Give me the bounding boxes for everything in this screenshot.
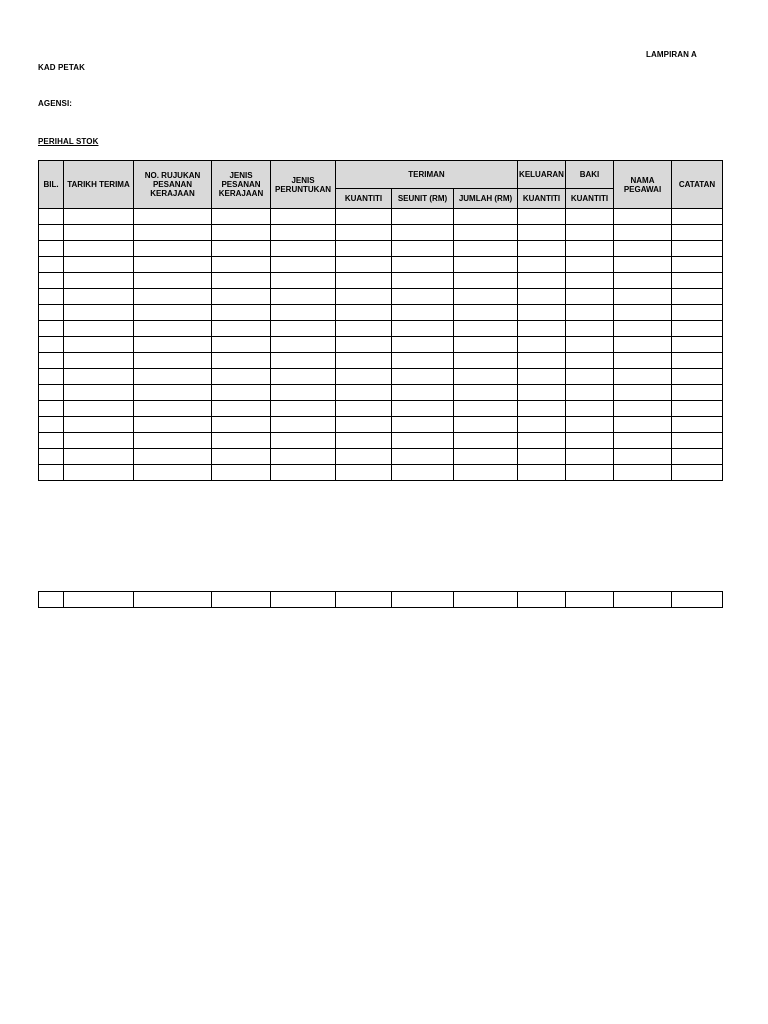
- table-row: [39, 289, 723, 305]
- table-row: [39, 257, 723, 273]
- table-cell: [566, 337, 614, 353]
- table-cell: [134, 385, 212, 401]
- table-cell: [64, 592, 134, 608]
- table-cell: [518, 321, 566, 337]
- table-cell: [392, 241, 454, 257]
- table-cell: [39, 385, 64, 401]
- table-cell: [134, 592, 212, 608]
- table-cell: [672, 401, 723, 417]
- table-cell: [64, 321, 134, 337]
- table-cell: [672, 337, 723, 353]
- lampiran-label: LAMPIRAN A: [646, 50, 697, 59]
- table-cell: [64, 417, 134, 433]
- table-cell: [271, 225, 336, 241]
- table-cell: [518, 449, 566, 465]
- table-cell: [212, 289, 271, 305]
- table-cell: [454, 337, 518, 353]
- table-cell: [39, 273, 64, 289]
- table-cell: [392, 433, 454, 449]
- table-cell: [392, 401, 454, 417]
- table-cell: [336, 465, 392, 481]
- table-cell: [454, 592, 518, 608]
- table-cell: [336, 289, 392, 305]
- table-row: [39, 273, 723, 289]
- table-cell: [212, 305, 271, 321]
- table-cell: [212, 465, 271, 481]
- table-cell: [454, 241, 518, 257]
- table-cell: [518, 289, 566, 305]
- table-cell: [454, 289, 518, 305]
- table-cell: [672, 289, 723, 305]
- table-cell: [566, 385, 614, 401]
- table-cell: [134, 449, 212, 465]
- table-cell: [39, 401, 64, 417]
- table-cell: [518, 401, 566, 417]
- table-cell: [566, 369, 614, 385]
- table-row: [39, 321, 723, 337]
- table-cell: [134, 321, 212, 337]
- table-cell: [614, 257, 672, 273]
- table-cell: [672, 433, 723, 449]
- table-cell: [271, 337, 336, 353]
- table-cell: [212, 241, 271, 257]
- table-cell: [39, 209, 64, 225]
- stock-card-rows: [39, 209, 723, 481]
- table-cell: [518, 353, 566, 369]
- table-cell: [518, 209, 566, 225]
- table-cell: [518, 433, 566, 449]
- table-cell: [271, 305, 336, 321]
- table-cell: [614, 433, 672, 449]
- header-terima-jumlah: JUMLAH (RM): [454, 189, 518, 209]
- table-cell: [64, 257, 134, 273]
- table-cell: [566, 305, 614, 321]
- table-cell: [134, 337, 212, 353]
- table-cell: [392, 337, 454, 353]
- table-cell: [212, 209, 271, 225]
- table-cell: [454, 369, 518, 385]
- table-cell: [39, 369, 64, 385]
- table-cell: [614, 417, 672, 433]
- table-cell: [39, 305, 64, 321]
- table-cell: [454, 465, 518, 481]
- table-cell: [614, 369, 672, 385]
- table-cell: [672, 592, 723, 608]
- table-cell: [518, 369, 566, 385]
- table-cell: [454, 257, 518, 273]
- table-cell: [64, 289, 134, 305]
- header-keluaran-kuantiti: KUANTITI: [518, 189, 566, 209]
- table-cell: [614, 305, 672, 321]
- perihal-stok-label: PERIHAL STOK: [38, 137, 99, 146]
- table-cell: [614, 592, 672, 608]
- table-row: [39, 417, 723, 433]
- table-cell: [336, 449, 392, 465]
- table-cell: [454, 353, 518, 369]
- table-cell: [271, 385, 336, 401]
- table-cell: [392, 209, 454, 225]
- table-cell: [212, 369, 271, 385]
- table-cell: [212, 592, 271, 608]
- header-catatan: CATATAN: [672, 161, 723, 209]
- table-cell: [39, 225, 64, 241]
- table-row: [39, 465, 723, 481]
- table-cell: [134, 241, 212, 257]
- table-cell: [518, 241, 566, 257]
- table-cell: [212, 385, 271, 401]
- table-cell: [518, 337, 566, 353]
- table-cell: [64, 305, 134, 321]
- header-jenis-pesanan: JENIS PESANAN KERAJAAN: [212, 161, 271, 209]
- table-row: [39, 592, 723, 608]
- table-row: [39, 369, 723, 385]
- table-cell: [672, 417, 723, 433]
- table-row: [39, 241, 723, 257]
- table-cell: [336, 273, 392, 289]
- table-cell: [454, 433, 518, 449]
- table-cell: [271, 449, 336, 465]
- stock-card-table: [38, 160, 723, 481]
- table-cell: [212, 337, 271, 353]
- table-cell: [614, 241, 672, 257]
- header-tarikh-terima: TARIKH TERIMA: [64, 161, 134, 209]
- table-cell: [518, 592, 566, 608]
- table-cell: [212, 225, 271, 241]
- table-cell: [566, 273, 614, 289]
- table-cell: [212, 257, 271, 273]
- table-cell: [134, 305, 212, 321]
- table-cell: [39, 449, 64, 465]
- table-cell: [212, 433, 271, 449]
- table-cell: [134, 257, 212, 273]
- table-cell: [672, 465, 723, 481]
- table-cell: [454, 321, 518, 337]
- table-cell: [566, 257, 614, 273]
- header-terima-kuantiti: KUANTITI: [336, 189, 392, 209]
- table-cell: [39, 417, 64, 433]
- agensi-label: AGENSI:: [38, 99, 73, 108]
- table-cell: [271, 241, 336, 257]
- table-cell: [614, 289, 672, 305]
- table-cell: [271, 417, 336, 433]
- table-cell: [64, 225, 134, 241]
- table-cell: [39, 353, 64, 369]
- table-cell: [672, 241, 723, 257]
- table-cell: [518, 417, 566, 433]
- table-row: [39, 449, 723, 465]
- table-cell: [271, 401, 336, 417]
- header-baki: BAKI: [566, 161, 614, 189]
- table-cell: [64, 401, 134, 417]
- table-cell: [271, 353, 336, 369]
- header-nama-pegawai: NAMA PEGAWAI: [614, 161, 672, 209]
- table-cell: [64, 353, 134, 369]
- table-cell: [64, 449, 134, 465]
- table-cell: [134, 273, 212, 289]
- table-cell: [336, 241, 392, 257]
- table-cell: [454, 401, 518, 417]
- table-cell: [271, 257, 336, 273]
- table-cell: [336, 353, 392, 369]
- table-cell: [336, 209, 392, 225]
- table-cell: [392, 417, 454, 433]
- table-cell: [672, 209, 723, 225]
- table-cell: [336, 321, 392, 337]
- table-cell: [134, 417, 212, 433]
- table-cell: [392, 385, 454, 401]
- table-cell: [672, 321, 723, 337]
- table-cell: [336, 369, 392, 385]
- table-cell: [614, 353, 672, 369]
- table-cell: [271, 433, 336, 449]
- table-cell: [271, 592, 336, 608]
- table-row: [39, 225, 723, 241]
- table-cell: [672, 273, 723, 289]
- table-row: [39, 433, 723, 449]
- table-cell: [672, 385, 723, 401]
- table-cell: [614, 465, 672, 481]
- table-cell: [614, 449, 672, 465]
- table-cell: [566, 401, 614, 417]
- table-cell: [336, 433, 392, 449]
- table-cell: [672, 305, 723, 321]
- table-cell: [454, 305, 518, 321]
- table-cell: [64, 241, 134, 257]
- table-row: [39, 353, 723, 369]
- table-cell: [518, 305, 566, 321]
- table-cell: [672, 369, 723, 385]
- header-no-rujukan: NO. RUJUKAN PESANAN KERAJAAN: [134, 161, 212, 209]
- table-cell: [271, 321, 336, 337]
- table-cell: [134, 369, 212, 385]
- table-cell: [64, 337, 134, 353]
- header-jenis-peruntukan: JENIS PERUNTUKAN: [271, 161, 336, 209]
- table-cell: [392, 225, 454, 241]
- table-cell: [64, 209, 134, 225]
- table-cell: [336, 337, 392, 353]
- table-cell: [672, 353, 723, 369]
- extra-stock-table: [38, 591, 723, 608]
- table-cell: [271, 465, 336, 481]
- table-cell: [64, 433, 134, 449]
- table-cell: [454, 449, 518, 465]
- table-cell: [271, 369, 336, 385]
- table-cell: [614, 321, 672, 337]
- extra-stock-rows: [39, 592, 723, 608]
- table-cell: [392, 449, 454, 465]
- table-cell: [39, 257, 64, 273]
- table-cell: [454, 385, 518, 401]
- table-row: [39, 209, 723, 225]
- table-cell: [392, 592, 454, 608]
- table-row: [39, 337, 723, 353]
- table-cell: [454, 417, 518, 433]
- header-keluaran: KELUARAN: [518, 161, 566, 189]
- table-cell: [64, 273, 134, 289]
- kad-petak-title: KAD PETAK: [38, 63, 85, 72]
- table-cell: [336, 417, 392, 433]
- table-cell: [566, 353, 614, 369]
- table-cell: [566, 321, 614, 337]
- table-cell: [336, 385, 392, 401]
- header-terima: TERIMAN: [336, 161, 518, 189]
- table-cell: [39, 592, 64, 608]
- table-cell: [566, 209, 614, 225]
- table-cell: [336, 592, 392, 608]
- table-cell: [212, 321, 271, 337]
- table-cell: [518, 257, 566, 273]
- table-cell: [392, 273, 454, 289]
- table-cell: [392, 257, 454, 273]
- table-cell: [566, 465, 614, 481]
- table-cell: [614, 209, 672, 225]
- table-cell: [39, 241, 64, 257]
- table-cell: [271, 289, 336, 305]
- table-cell: [39, 321, 64, 337]
- table-cell: [336, 401, 392, 417]
- table-cell: [454, 225, 518, 241]
- table-cell: [212, 449, 271, 465]
- table-row: [39, 305, 723, 321]
- table-cell: [672, 225, 723, 241]
- table-cell: [392, 369, 454, 385]
- header-bil: BIL.: [39, 161, 64, 209]
- table-cell: [39, 465, 64, 481]
- table-cell: [518, 385, 566, 401]
- table-row: [39, 401, 723, 417]
- table-cell: [392, 305, 454, 321]
- table-row: [39, 385, 723, 401]
- table-cell: [392, 465, 454, 481]
- table-cell: [614, 225, 672, 241]
- table-cell: [336, 305, 392, 321]
- table-cell: [212, 273, 271, 289]
- table-cell: [518, 465, 566, 481]
- table-cell: [566, 289, 614, 305]
- table-cell: [566, 241, 614, 257]
- table-cell: [64, 465, 134, 481]
- table-cell: [64, 385, 134, 401]
- table-cell: [672, 449, 723, 465]
- table-cell: [134, 289, 212, 305]
- header-terima-seunit: SEUNIT (RM): [392, 189, 454, 209]
- table-cell: [134, 401, 212, 417]
- table-cell: [518, 225, 566, 241]
- table-cell: [64, 369, 134, 385]
- table-cell: [614, 385, 672, 401]
- table-cell: [212, 401, 271, 417]
- table-cell: [39, 289, 64, 305]
- table-cell: [518, 273, 566, 289]
- table-cell: [39, 337, 64, 353]
- header-baki-kuantiti: KUANTITI: [566, 189, 614, 209]
- table-cell: [336, 225, 392, 241]
- table-cell: [212, 417, 271, 433]
- table-cell: [566, 225, 614, 241]
- table-cell: [566, 449, 614, 465]
- table-cell: [566, 417, 614, 433]
- table-cell: [392, 353, 454, 369]
- table-cell: [336, 257, 392, 273]
- table-cell: [134, 209, 212, 225]
- table-cell: [212, 353, 271, 369]
- table-cell: [392, 321, 454, 337]
- table-cell: [614, 401, 672, 417]
- table-cell: [134, 225, 212, 241]
- table-cell: [134, 433, 212, 449]
- table-cell: [672, 257, 723, 273]
- table-cell: [39, 433, 64, 449]
- table-cell: [566, 433, 614, 449]
- table-cell: [134, 353, 212, 369]
- table-cell: [566, 592, 614, 608]
- table-cell: [614, 337, 672, 353]
- table-cell: [614, 273, 672, 289]
- table-cell: [134, 465, 212, 481]
- table-cell: [271, 273, 336, 289]
- table-cell: [271, 209, 336, 225]
- table-cell: [454, 273, 518, 289]
- table-cell: [454, 209, 518, 225]
- table-cell: [392, 289, 454, 305]
